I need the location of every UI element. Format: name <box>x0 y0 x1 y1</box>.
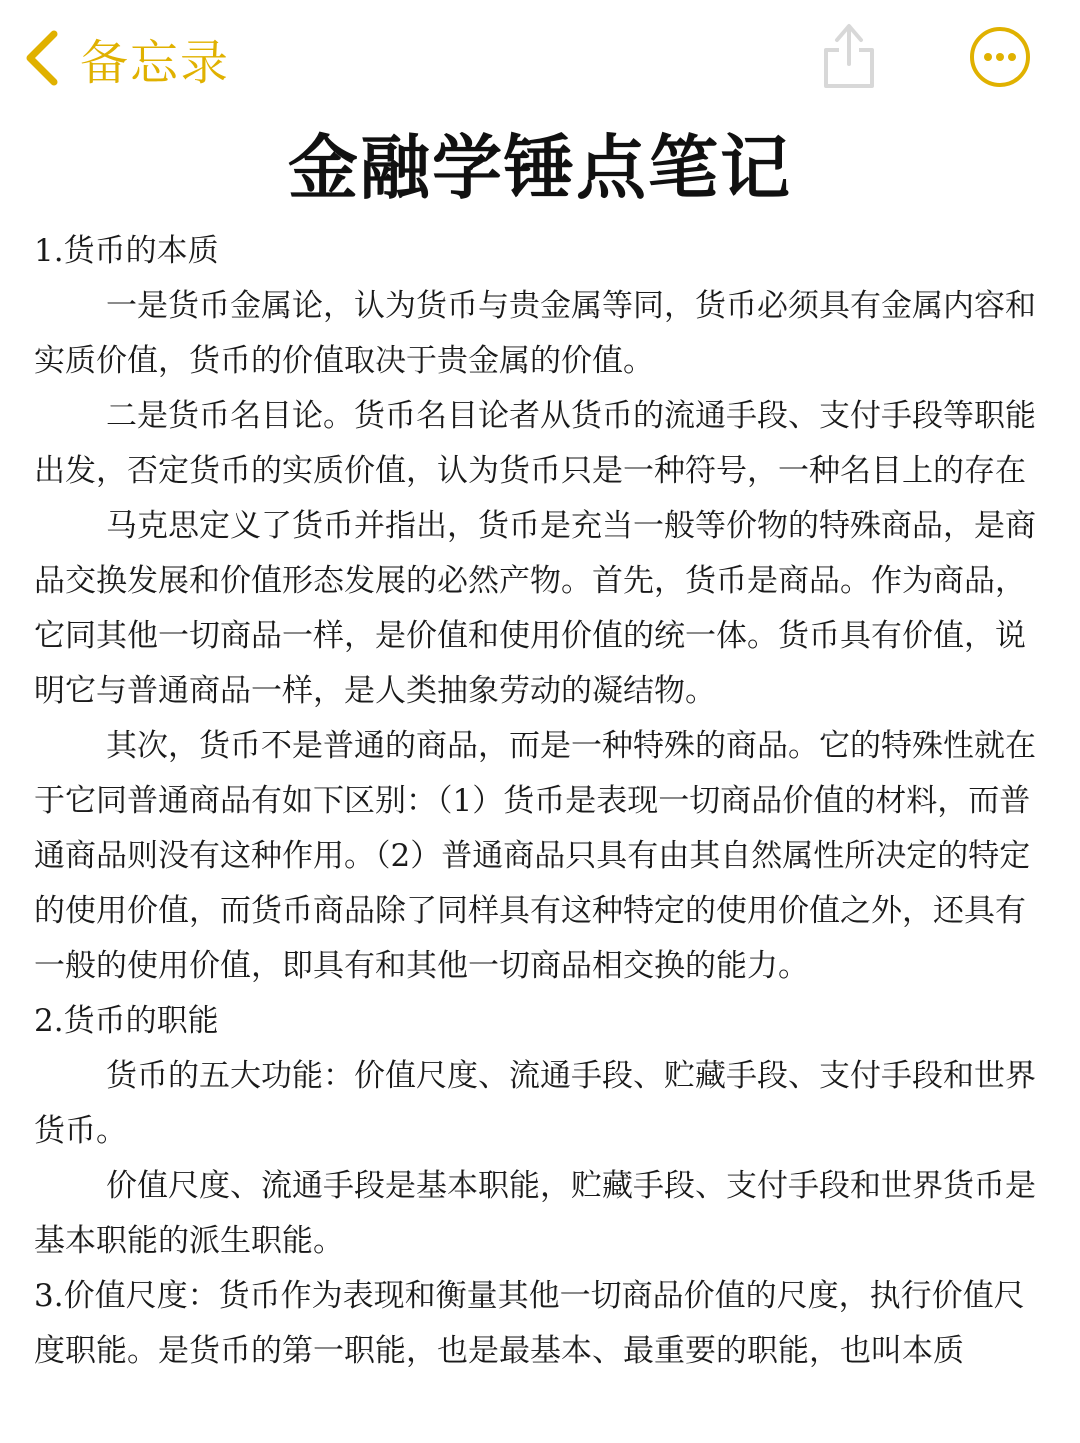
paragraph: 价值尺度、流通手段是基本职能，贮藏手段、支付手段和世界货币是基本职能的派生职能。 <box>34 1168 1036 1259</box>
note-title: 金融学锤点笔记 <box>288 126 792 209</box>
back-label: 备忘录 <box>80 34 231 91</box>
section-heading: 3.价值尺度：货币作为表现和衡量其他一切商品价值的尺度，执行价值尺度职能。是货币的第一职能，也是最基本、最重要的职能，也叫本质 <box>34 1278 1025 1369</box>
paragraph: 货币的五大功能：价值尺度、流通手段、贮藏手段、支付手段和世界货币。 <box>34 1058 1036 1149</box>
section-heading: 2.货币的职能 <box>34 1003 219 1039</box>
paragraph: 马克思定义了货币并指出，货币是充当一般等价物的特殊商品，是商品交换发展和价值形态发展的必然产物。首先，货币是商品。作为商品，它同其他一切商品一样，是价值和使用价值的统一体。货币具有价值，说明它与普通商品一样，是人类抽象劳动的凝结物。 <box>34 508 1036 709</box>
share-icon <box>818 18 880 92</box>
back-button[interactable] <box>22 28 231 91</box>
more-icon <box>968 25 1032 89</box>
more-button[interactable] <box>968 25 1032 89</box>
share-button[interactable] <box>818 18 880 92</box>
paragraph: 其次，货币不是普通的商品，而是一种特殊的商品。它的特殊性就在于它同普通商品有如下区别：（1）货币是表现一切商品价值的材料，而普通商品则没有这种作用。（2）普通商品只具有由其自然属性所决定的特定的使用价值，而货币商品除了同样具有这种特定的使用价值之外，还具有一般的使用价值，即具有和其他一切商品相交换的能力。 <box>34 728 1036 984</box>
section-heading: 1.货币的本质 <box>34 233 219 269</box>
paragraph: 二是货币名目论。货币名目论者从货币的流通手段、支付手段等职能出发，否定货币的实质价值，认为货币只是一种符号，一种名目上的存在 <box>34 398 1036 489</box>
navigation-bar <box>0 0 1080 120</box>
note-body[interactable] <box>34 224 1046 1379</box>
chevron-left-icon <box>22 30 60 86</box>
paragraph: 一是货币金属论，认为货币与贵金属等同，货币必须具有金属内容和实质价值，货币的价值取决于贵金属的价值。 <box>34 288 1036 379</box>
